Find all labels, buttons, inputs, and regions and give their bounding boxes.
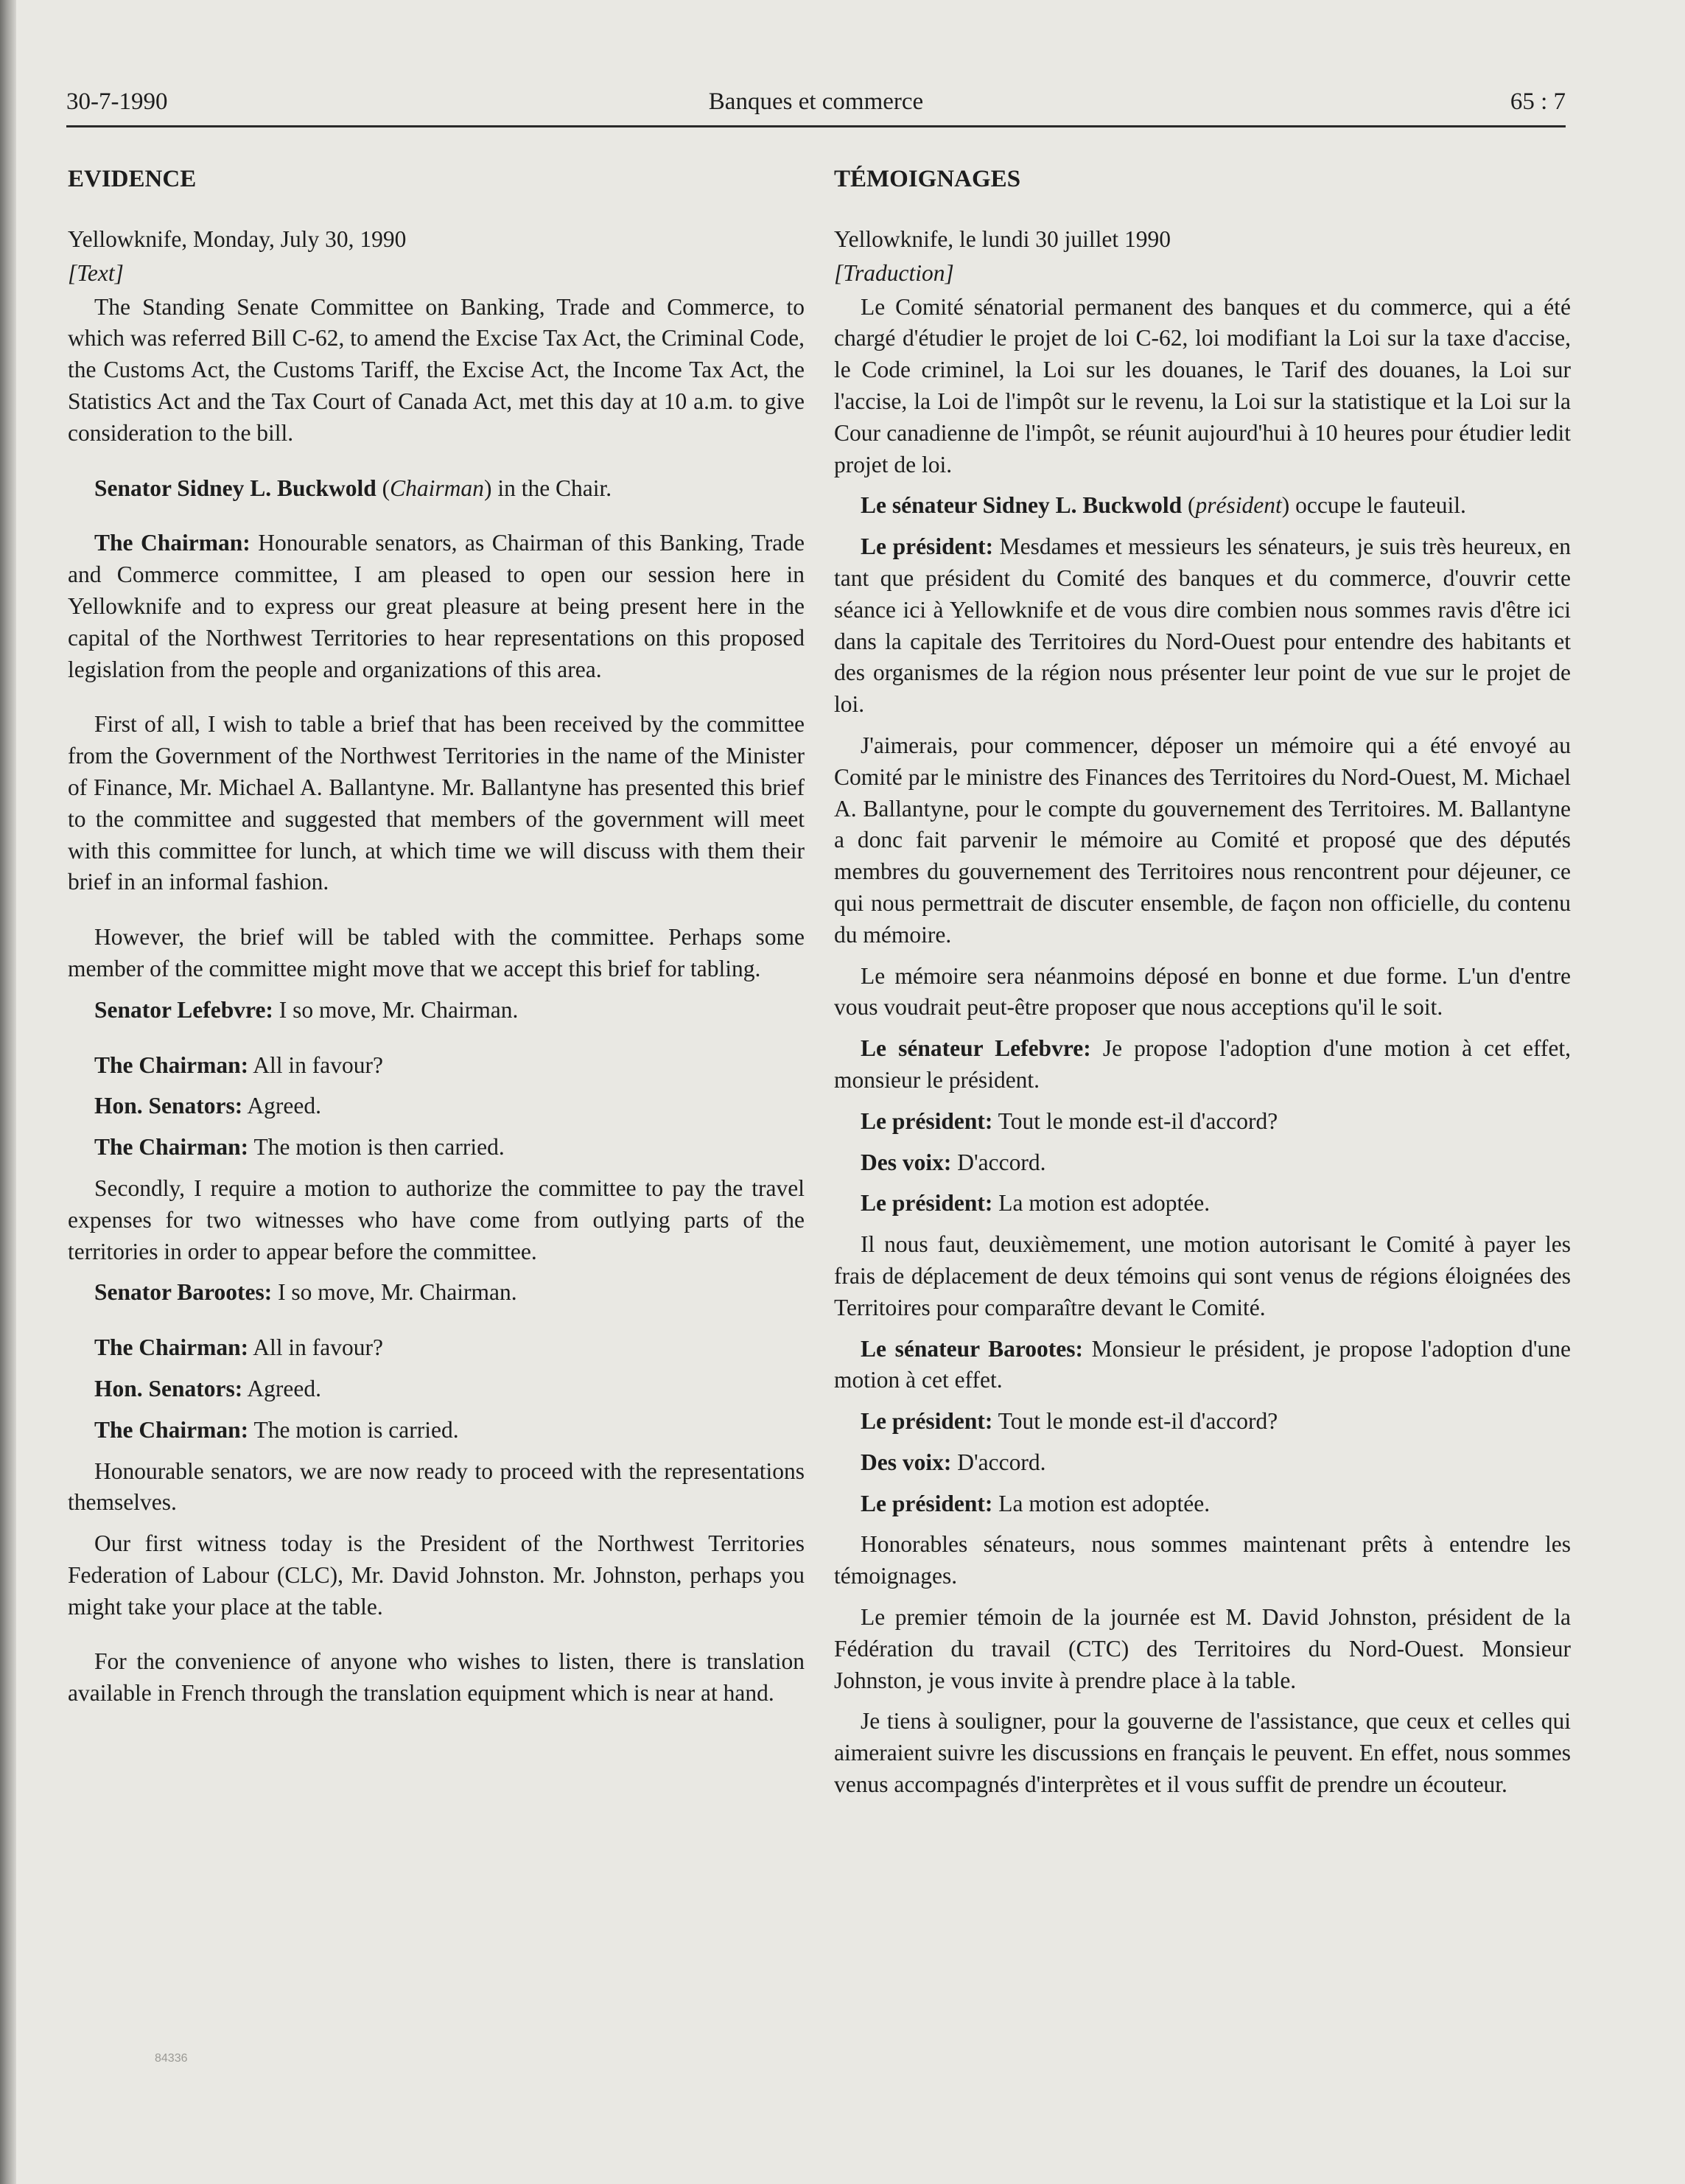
speech-text: Je propose l'adoption d'une motion à cet effet, monsieur le président. (834, 1035, 1571, 1093)
speaker-name: The Chairman: (94, 1051, 249, 1078)
speech (834, 1147, 1571, 1179)
speech-text: Agreed. (242, 1093, 321, 1119)
speaker-role: président (1195, 492, 1282, 519)
paragraph: Honourable senators, we are now ready to proceed with the representations themselves. (68, 1457, 805, 1516)
statement-text: in the Chair. (491, 475, 612, 501)
speaker-name: The Chairman: (94, 1334, 249, 1361)
speech (834, 1106, 1571, 1138)
speaker-name: Le sénateur Sidney L. Buckwold (861, 492, 1183, 519)
speech-text: Tout le monde est-il d'accord? (992, 1408, 1278, 1435)
speech (834, 1488, 1571, 1520)
speech (68, 1373, 805, 1405)
speech-text: The motion is carried. (248, 1416, 459, 1443)
speaker-name: Le président: (861, 533, 994, 560)
speech-text: Tout le monde est-il d'accord? (992, 1107, 1278, 1134)
running-header (66, 87, 1566, 127)
speaker-name: Hon. Senators: (94, 1093, 243, 1119)
speaker-name: The Chairman: (94, 530, 251, 556)
language-note: [Traduction] (834, 259, 954, 286)
speaker-name: Senator Barootes: (94, 1279, 273, 1306)
paragraph: Le Comité sénatorial permanent des banques et du commerce, qui a été chargé d'étudier le projet de loi C-62, loi modifiant la Loi sur la taxe d'accise, le Code criminel, la Loi sur les douanes, le Tarif des douanes, la Loi sur l'accise, la Loi de l'impôt sur le revenu, la Loi sur la statistique et la Loi sur la Cour canadienne de l'impôt, se réunit aujourd'hui à 10 heures pour étudier ledit projet de loi. (834, 293, 1571, 477)
speech (68, 1415, 805, 1446)
speech (834, 531, 1571, 721)
print-code: 84336 (155, 2052, 188, 2065)
section-heading: EVIDENCE (68, 166, 197, 192)
speaker-name: Hon. Senators: (94, 1375, 243, 1401)
paragraph: Le premier témoin de la journée est M. David Johnston, président de la Fédération du travail (CTC) des Territoires du Nord-Ouest. Monsieur Johnston, je vous invite à prendre place à la table. (834, 1604, 1571, 1693)
english-column (68, 164, 805, 1719)
speech-text: I so move, Mr. Chairman. (272, 1279, 517, 1306)
speech (834, 1406, 1571, 1438)
paragraph: Secondly, I require a motion to authorize the committee to pay the travel expenses for two witnesses who have come from outlying parts of the territories in order to appear before the committee. (68, 1175, 805, 1264)
speech-text: All in favour? (248, 1334, 383, 1361)
speech (834, 1033, 1571, 1096)
section-heading: TÉMOIGNAGES (834, 166, 1021, 192)
speech (68, 1332, 805, 1364)
speaker-name: Le président: (861, 1107, 993, 1134)
speaker-name: The Chairman: (94, 1416, 249, 1443)
french-column (834, 164, 1571, 1810)
speaker-name: Senator Sidney L. Buckwold (94, 475, 376, 501)
speaker-name: The Chairman: (94, 1134, 249, 1161)
speaker-role: Chairman (390, 475, 484, 501)
speech-text: All in favour? (248, 1051, 383, 1078)
speech-text: Honourable senators, as Chairman of this Banking, Trade and Commerce committee, I am pleased to open our session here in Yellowknife and to express our great pleasure at being present here in the capital of the Northwest Territories to hear representations on this proposed legislation from the people and organizations of this area. (68, 530, 805, 682)
speech-text: Mesdames et messieurs les sénateurs, je suis très heureux, en tant que président du Comité des banques et du commerce, d'ouvrir cette séance ici à Yellowknife et de vous dire combien nous sommes ravis d'être ici dans la capitale des Territoires du Nord-Ouest pour entendre des habitants et des organismes de la région nous présenter leur point de vue sur le projet de loi. (834, 533, 1572, 718)
header-page-number: 65 : 7 (1510, 88, 1566, 115)
speech-text: D'accord. (951, 1149, 1046, 1175)
speaker-name: Le sénateur Barootes: (861, 1335, 1083, 1362)
speech-text: La motion est adoptée. (992, 1490, 1211, 1516)
speech-text: D'accord. (951, 1449, 1046, 1475)
header-title: Banques et commerce (708, 88, 924, 115)
speaker-name: Le sénateur Lefebvre: (861, 1035, 1091, 1062)
speech (68, 1277, 805, 1309)
speaker-name: Des voix: (861, 1449, 952, 1475)
speech-text: The motion is then carried. (248, 1134, 505, 1161)
speech (68, 1091, 805, 1122)
speech (68, 995, 805, 1026)
header-date: 30-7-1990 (66, 88, 168, 115)
speech (834, 1447, 1571, 1479)
language-note: [Text] (68, 259, 124, 286)
speech-text: I so move, Mr. Chairman. (273, 996, 519, 1023)
binding-shadow (0, 0, 16, 2184)
paragraph: Our first witness today is the President of the Northwest Territories Federation of Labour (CLC), Mr. David Johnston. Mr. Johnston, perhaps you might take your place at the table. (68, 1530, 805, 1620)
speaker-name: Senator Lefebvre: (94, 996, 273, 1023)
speech (68, 1050, 805, 1082)
speaker-name: Le président: (861, 1190, 993, 1217)
speech (68, 528, 805, 685)
paragraph: First of all, I wish to table a brief that has been received by the committee from the Government of the Northwest Territories in the name of the Minister of Finance, Mr. Michael A. Ballantyne. Mr. Ballantyne has presented this brief to the committee and suggested that members of the government will meet with this committee for lunch, at which time we will discuss with them their brief in an informal fashion. (68, 711, 805, 895)
speech (834, 1188, 1571, 1219)
speaker-name: Le président: (861, 1490, 993, 1516)
paragraph: J'aimerais, pour commencer, déposer un mémoire qui a été envoyé au Comité par le ministre des Finances des Territoires du Nord-Ouest, M. Michael A. Ballantyne, pour le compte du gouvernement des Territoires. M. Ballantyne a donc fait parvenir le mémoire au Comité et proposé que des députés membres du gouvernement des Territoires nous rencontrent pour déjeuner, ce qui nous permettrait de discuter ensemble, de façon non officielle, du contenu du mémoire. (834, 732, 1571, 948)
language-note-text: Traduction (843, 259, 945, 286)
paragraph: For the convenience of anyone who wishes to listen, there is translation available in French through the translation equipment which is near at hand. (68, 1648, 805, 1707)
statement-text: occupe le fauteuil. (1289, 492, 1466, 519)
speech-text: Agreed. (242, 1375, 321, 1401)
speaker-name: Des voix: (861, 1149, 952, 1175)
paragraph: The Standing Senate Committee on Banking, Trade and Commerce, to which was referred Bill C-62, to amend the Excise Tax Act, the Criminal Code, the Customs Act, the Customs Tariff, the Excise Act, the Income Tax Act, the Statistics Act and the Tax Court of Canada Act, met this day at 10 a.m. to give consideration to the bill. (68, 293, 805, 446)
paragraph: Honorables sénateurs, nous sommes maintenant prêts à entendre les témoignages. (834, 1531, 1571, 1589)
place-date: Yellowknife, le lundi 30 juillet 1990 (834, 226, 1171, 252)
paragraph: Il nous faut, deuxièmement, une motion autorisant le Comité à payer les frais de déplacement de deux témoins qui sont venus de régions éloignées des Territoires pour comparaître devant le Comité. (834, 1231, 1571, 1320)
speech-text: Monsieur le président, je propose l'adoption d'une motion à cet effet. (834, 1335, 1572, 1393)
speech (68, 1132, 805, 1163)
speaker-name: Le président: (861, 1408, 993, 1435)
paragraph: However, the brief will be tabled with the committee. Perhaps some member of the committee might move that we accept this brief for tabling. (68, 924, 805, 981)
chair-statement: Senator Sidney L. Buckwold (Chairman) in the Chair. (94, 475, 612, 501)
paragraph: Je tiens à souligner, pour la gouverne de l'assistance, que ceux et celles qui aimeraient suivre les discussions en français le peuvent. En effet, nous sommes venus accompagnés d'interprètes et il vous suffit de prendre un écouteur. (834, 1708, 1571, 1798)
paragraph: Le mémoire sera néanmoins déposé en bonne et due forme. L'un d'entre vous voudrait peut-être proposer que nous acceptions qu'il le soit. (834, 962, 1571, 1021)
language-note-text: Text (77, 259, 115, 286)
speech (834, 1334, 1571, 1397)
speech-text: La motion est adoptée. (992, 1190, 1211, 1217)
place-date: Yellowknife, Monday, July 30, 1990 (68, 226, 407, 252)
chair-statement: Le sénateur Sidney L. Buckwold (président) occupe le fauteuil. (861, 492, 1466, 519)
